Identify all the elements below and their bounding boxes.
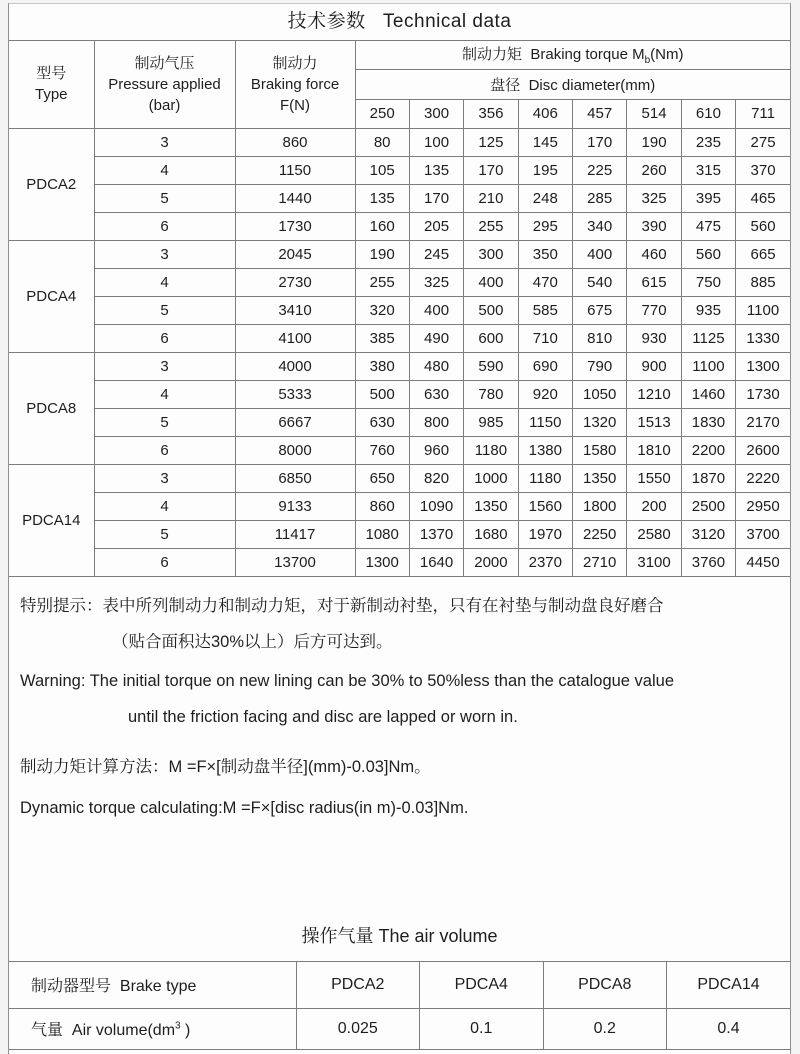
air-volume-table-wrap xyxy=(9,961,790,1050)
pressure-header-unit: (bar) xyxy=(148,96,181,114)
torque-formula-en: Dynamic torque calculating:M =F×[disc radius(in m)-0.03]Nm. xyxy=(20,799,469,817)
torque-cell: 260 xyxy=(627,156,681,184)
torque-cell: 1580 xyxy=(573,436,627,464)
pressure-cell: 4 xyxy=(94,156,235,184)
torque-cell: 105 xyxy=(355,156,409,184)
torque-cell: 135 xyxy=(409,156,463,184)
torque-cell: 195 xyxy=(518,156,572,184)
torque-cell: 650 xyxy=(355,464,409,492)
torque-cell: 665 xyxy=(736,240,790,268)
torque-cell: 465 xyxy=(736,184,790,212)
data-row xyxy=(9,296,790,324)
data-row xyxy=(9,492,790,520)
torque-cell: 1550 xyxy=(627,464,681,492)
braking-force-cell: 2730 xyxy=(235,268,355,296)
torque-cell: 920 xyxy=(518,380,572,408)
air-brake-type-cell: PDCA14 xyxy=(667,962,791,1008)
torque-cell: 615 xyxy=(627,268,681,296)
pressure-cell: 6 xyxy=(94,436,235,464)
air-volume-title: 操作气量 The air volume xyxy=(301,926,498,946)
torque-cell: 135 xyxy=(355,184,409,212)
data-row xyxy=(9,408,790,436)
torque-cell: 1370 xyxy=(409,520,463,548)
torque-cell: 500 xyxy=(464,296,518,324)
torque-cell: 630 xyxy=(409,380,463,408)
torque-cell: 3120 xyxy=(681,520,735,548)
type-column-header xyxy=(9,41,94,128)
torque-cell: 170 xyxy=(464,156,518,184)
braking-force-cell: 5333 xyxy=(235,380,355,408)
data-row xyxy=(9,436,790,464)
torque-cell: 1730 xyxy=(736,380,790,408)
torque-cell: 170 xyxy=(409,184,463,212)
braking-force-cell: 2045 xyxy=(235,240,355,268)
torque-cell: 300 xyxy=(464,240,518,268)
warning-cn-line1: 特别提示：表中所列制动力和制动力矩，对于新制动衬垫，只有在衬垫与制动盘良好磨合 xyxy=(20,597,664,615)
torque-cell: 1080 xyxy=(355,520,409,548)
torque-cell: 1150 xyxy=(518,408,572,436)
diameter-header-cell: 406 xyxy=(518,99,572,128)
torque-cell: 225 xyxy=(573,156,627,184)
torque-cell: 315 xyxy=(681,156,735,184)
torque-cell: 320 xyxy=(355,296,409,324)
braking-torque-unit: (Nm) xyxy=(650,46,684,64)
torque-cell: 400 xyxy=(464,268,518,296)
torque-cell: 780 xyxy=(464,380,518,408)
torque-cell: 860 xyxy=(355,492,409,520)
torque-cell: 255 xyxy=(464,212,518,240)
air-volume-value-cell: 0.4 xyxy=(667,1008,791,1049)
air-volume-label-suffix: ) xyxy=(180,1022,191,1040)
data-row xyxy=(9,128,790,156)
torque-cell: 205 xyxy=(409,212,463,240)
data-row xyxy=(9,520,790,548)
pressure-cell: 4 xyxy=(94,268,235,296)
pressure-cell: 6 xyxy=(94,324,235,352)
torque-cell: 820 xyxy=(409,464,463,492)
diameter-header-cell: 514 xyxy=(627,99,681,128)
braking-force-cell: 860 xyxy=(235,128,355,156)
brake-type-cell: PDCA8 xyxy=(9,352,94,464)
air-volume-table xyxy=(9,962,790,1049)
warning-en-line1: Warning: The initial torque on new lining can be 30% to 50%less than the catalogue value xyxy=(20,672,675,690)
diameter-header-cell: 356 xyxy=(464,99,518,128)
force-header-en: Braking force xyxy=(250,75,340,93)
torque-cell: 1513 xyxy=(627,408,681,436)
braking-force-cell: 13700 xyxy=(235,548,355,576)
torque-cell: 885 xyxy=(736,268,790,296)
braking-force-cell: 1440 xyxy=(235,184,355,212)
torque-cell: 170 xyxy=(573,128,627,156)
torque-cell: 400 xyxy=(573,240,627,268)
torque-cell: 2580 xyxy=(627,520,681,548)
air-volume-header-row xyxy=(9,962,790,1008)
torque-cell: 480 xyxy=(409,352,463,380)
pressure-cell: 5 xyxy=(94,184,235,212)
air-volume-superscript: 3 xyxy=(175,1020,181,1032)
torque-cell: 810 xyxy=(573,324,627,352)
torque-cell: 235 xyxy=(681,128,735,156)
torque-cell: 1800 xyxy=(573,492,627,520)
technical-data-table-wrap xyxy=(9,41,790,577)
torque-cell: 390 xyxy=(627,212,681,240)
torque-cell: 585 xyxy=(518,296,572,324)
torque-cell: 1300 xyxy=(355,548,409,576)
torque-formula-cn: 制动力矩计算方法：M =F×[制动盘半径](mm)-0.03]Nm。 xyxy=(20,758,431,776)
header-row-1 xyxy=(9,41,790,69)
braking-force-cell: 1150 xyxy=(235,156,355,184)
torque-cell: 80 xyxy=(355,128,409,156)
braking-force-cell: 9133 xyxy=(235,492,355,520)
page-title: 技术参数 Technical data xyxy=(9,4,790,41)
torque-cell: 2220 xyxy=(736,464,790,492)
braking-force-cell: 6667 xyxy=(235,408,355,436)
torque-cell: 125 xyxy=(464,128,518,156)
torque-cell: 1100 xyxy=(736,296,790,324)
torque-cell: 590 xyxy=(464,352,518,380)
torque-cell: 500 xyxy=(355,380,409,408)
air-volume-value-cell: 0.025 xyxy=(296,1008,420,1049)
main-table-body xyxy=(9,128,790,576)
torque-cell: 540 xyxy=(573,268,627,296)
torque-cell: 900 xyxy=(627,352,681,380)
torque-cell: 400 xyxy=(409,296,463,324)
torque-cell: 395 xyxy=(681,184,735,212)
diameter-header-cell: 610 xyxy=(681,99,735,128)
torque-cell: 285 xyxy=(573,184,627,212)
torque-cell: 2710 xyxy=(573,548,627,576)
type-header-en: Type xyxy=(34,86,68,104)
braking-force-cell: 8000 xyxy=(235,436,355,464)
pressure-cell: 4 xyxy=(94,492,235,520)
torque-cell: 1210 xyxy=(627,380,681,408)
torque-cell: 1330 xyxy=(736,324,790,352)
torque-cell: 3700 xyxy=(736,520,790,548)
torque-cell: 190 xyxy=(627,128,681,156)
diameter-header-cell: 300 xyxy=(409,99,463,128)
air-volume-label-text: 气量 Air volume(dm xyxy=(31,1022,176,1040)
torque-cell: 1680 xyxy=(464,520,518,548)
air-brake-type-cell: PDCA4 xyxy=(420,962,544,1008)
torque-cell: 380 xyxy=(355,352,409,380)
torque-cell: 2200 xyxy=(681,436,735,464)
torque-cell: 470 xyxy=(518,268,572,296)
pressure-cell: 3 xyxy=(94,352,235,380)
torque-cell: 490 xyxy=(409,324,463,352)
disc-diameter-header: 盘径 Disc diameter(mm) xyxy=(355,69,790,99)
torque-cell: 690 xyxy=(518,352,572,380)
torque-cell: 295 xyxy=(518,212,572,240)
torque-cell: 325 xyxy=(627,184,681,212)
pressure-cell: 5 xyxy=(94,296,235,324)
torque-cell: 930 xyxy=(627,324,681,352)
braking-force-cell: 11417 xyxy=(235,520,355,548)
torque-cell: 1870 xyxy=(681,464,735,492)
pressure-cell: 6 xyxy=(94,212,235,240)
force-header-unit: F(N) xyxy=(280,96,310,114)
warning-cn-line2: （贴合面积达30%以上）后方可达到。 xyxy=(112,633,393,651)
air-volume-value-row xyxy=(9,1008,790,1049)
brake-type-cell: PDCA4 xyxy=(9,240,94,352)
torque-cell: 1640 xyxy=(409,548,463,576)
torque-cell: 1380 xyxy=(518,436,572,464)
torque-cell: 1180 xyxy=(464,436,518,464)
torque-cell: 1100 xyxy=(681,352,735,380)
torque-cell: 2950 xyxy=(736,492,790,520)
torque-cell: 985 xyxy=(464,408,518,436)
torque-cell: 790 xyxy=(573,352,627,380)
torque-cell: 1460 xyxy=(681,380,735,408)
data-row xyxy=(9,548,790,576)
brake-type-cell: PDCA14 xyxy=(9,464,94,576)
braking-force-cell: 4000 xyxy=(235,352,355,380)
torque-cell: 100 xyxy=(409,128,463,156)
type-header-cn: 型号 xyxy=(36,65,67,83)
data-row xyxy=(9,352,790,380)
torque-cell: 2500 xyxy=(681,492,735,520)
torque-cell: 325 xyxy=(409,268,463,296)
warning-en-line2: until the friction facing and disc are lapped or worn in. xyxy=(128,708,518,726)
pressure-cell: 5 xyxy=(94,520,235,548)
pressure-column-header xyxy=(94,41,235,128)
data-row xyxy=(9,324,790,352)
air-brake-type-cell: PDCA8 xyxy=(543,962,667,1008)
torque-cell: 4450 xyxy=(736,548,790,576)
torque-cell: 710 xyxy=(518,324,572,352)
diameter-header-cell: 250 xyxy=(355,99,409,128)
torque-cell: 600 xyxy=(464,324,518,352)
pressure-header-en: Pressure applied xyxy=(108,75,221,93)
data-row xyxy=(9,380,790,408)
data-row xyxy=(9,268,790,296)
torque-cell: 350 xyxy=(518,240,572,268)
air-volume-value-cell: 0.2 xyxy=(543,1008,667,1049)
torque-cell: 1090 xyxy=(409,492,463,520)
torque-cell: 2370 xyxy=(518,548,572,576)
torque-cell: 1050 xyxy=(573,380,627,408)
data-row xyxy=(9,212,790,240)
diameter-header-cell: 711 xyxy=(736,99,790,128)
braking-torque-header xyxy=(355,41,790,69)
technical-data-table xyxy=(9,41,790,576)
torque-cell: 2000 xyxy=(464,548,518,576)
torque-cell: 760 xyxy=(355,436,409,464)
torque-cell: 340 xyxy=(573,212,627,240)
torque-cell: 1000 xyxy=(464,464,518,492)
torque-cell: 935 xyxy=(681,296,735,324)
pressure-cell: 6 xyxy=(94,548,235,576)
force-header-cn: 制动力 xyxy=(272,54,318,72)
force-column-header xyxy=(235,41,355,128)
torque-cell: 2250 xyxy=(573,520,627,548)
torque-cell: 560 xyxy=(681,240,735,268)
torque-cell: 960 xyxy=(409,436,463,464)
torque-cell: 1560 xyxy=(518,492,572,520)
document-frame xyxy=(8,3,791,1054)
torque-cell: 3760 xyxy=(681,548,735,576)
torque-cell: 1300 xyxy=(736,352,790,380)
pressure-cell: 5 xyxy=(94,408,235,436)
torque-cell: 770 xyxy=(627,296,681,324)
air-volume-label xyxy=(9,1008,296,1049)
pressure-cell: 4 xyxy=(94,380,235,408)
torque-cell: 1810 xyxy=(627,436,681,464)
torque-cell: 1970 xyxy=(518,520,572,548)
torque-cell: 190 xyxy=(355,240,409,268)
torque-cell: 145 xyxy=(518,128,572,156)
torque-cell: 248 xyxy=(518,184,572,212)
pressure-cell: 3 xyxy=(94,464,235,492)
torque-cell: 460 xyxy=(627,240,681,268)
torque-cell: 1830 xyxy=(681,408,735,436)
torque-cell: 1320 xyxy=(573,408,627,436)
torque-cell: 385 xyxy=(355,324,409,352)
torque-cell: 675 xyxy=(573,296,627,324)
pressure-cell: 3 xyxy=(94,240,235,268)
torque-cell: 1125 xyxy=(681,324,735,352)
torque-cell: 255 xyxy=(355,268,409,296)
torque-cell: 750 xyxy=(681,268,735,296)
torque-cell: 245 xyxy=(409,240,463,268)
torque-cell: 3100 xyxy=(627,548,681,576)
torque-cell: 475 xyxy=(681,212,735,240)
torque-cell: 210 xyxy=(464,184,518,212)
brake-type-cell: PDCA2 xyxy=(9,128,94,240)
braking-force-cell: 6850 xyxy=(235,464,355,492)
air-brake-type-cell: PDCA2 xyxy=(296,962,420,1008)
torque-cell: 560 xyxy=(736,212,790,240)
data-row xyxy=(9,156,790,184)
torque-cell: 1180 xyxy=(518,464,572,492)
torque-cell: 1350 xyxy=(573,464,627,492)
pressure-cell: 3 xyxy=(94,128,235,156)
torque-cell: 370 xyxy=(736,156,790,184)
pressure-header-cn: 制动气压 xyxy=(134,54,195,72)
braking-force-cell: 1730 xyxy=(235,212,355,240)
braking-force-cell: 3410 xyxy=(235,296,355,324)
brake-type-label: 制动器型号 Brake type xyxy=(9,962,296,1008)
torque-cell: 200 xyxy=(627,492,681,520)
torque-cell: 2600 xyxy=(736,436,790,464)
torque-cell: 2170 xyxy=(736,408,790,436)
torque-cell: 800 xyxy=(409,408,463,436)
data-row xyxy=(9,464,790,492)
data-row xyxy=(9,184,790,212)
data-row xyxy=(9,240,790,268)
braking-torque-header-text: 制动力矩 Braking torque M xyxy=(462,46,645,64)
torque-cell: 275 xyxy=(736,128,790,156)
air-volume-value-cell: 0.1 xyxy=(420,1008,544,1049)
diameter-header-cell: 457 xyxy=(573,99,627,128)
notes-section xyxy=(9,577,790,820)
torque-cell: 630 xyxy=(355,408,409,436)
braking-torque-subscript: b xyxy=(644,55,651,67)
braking-force-cell: 4100 xyxy=(235,324,355,352)
torque-cell: 1350 xyxy=(464,492,518,520)
torque-cell: 160 xyxy=(355,212,409,240)
